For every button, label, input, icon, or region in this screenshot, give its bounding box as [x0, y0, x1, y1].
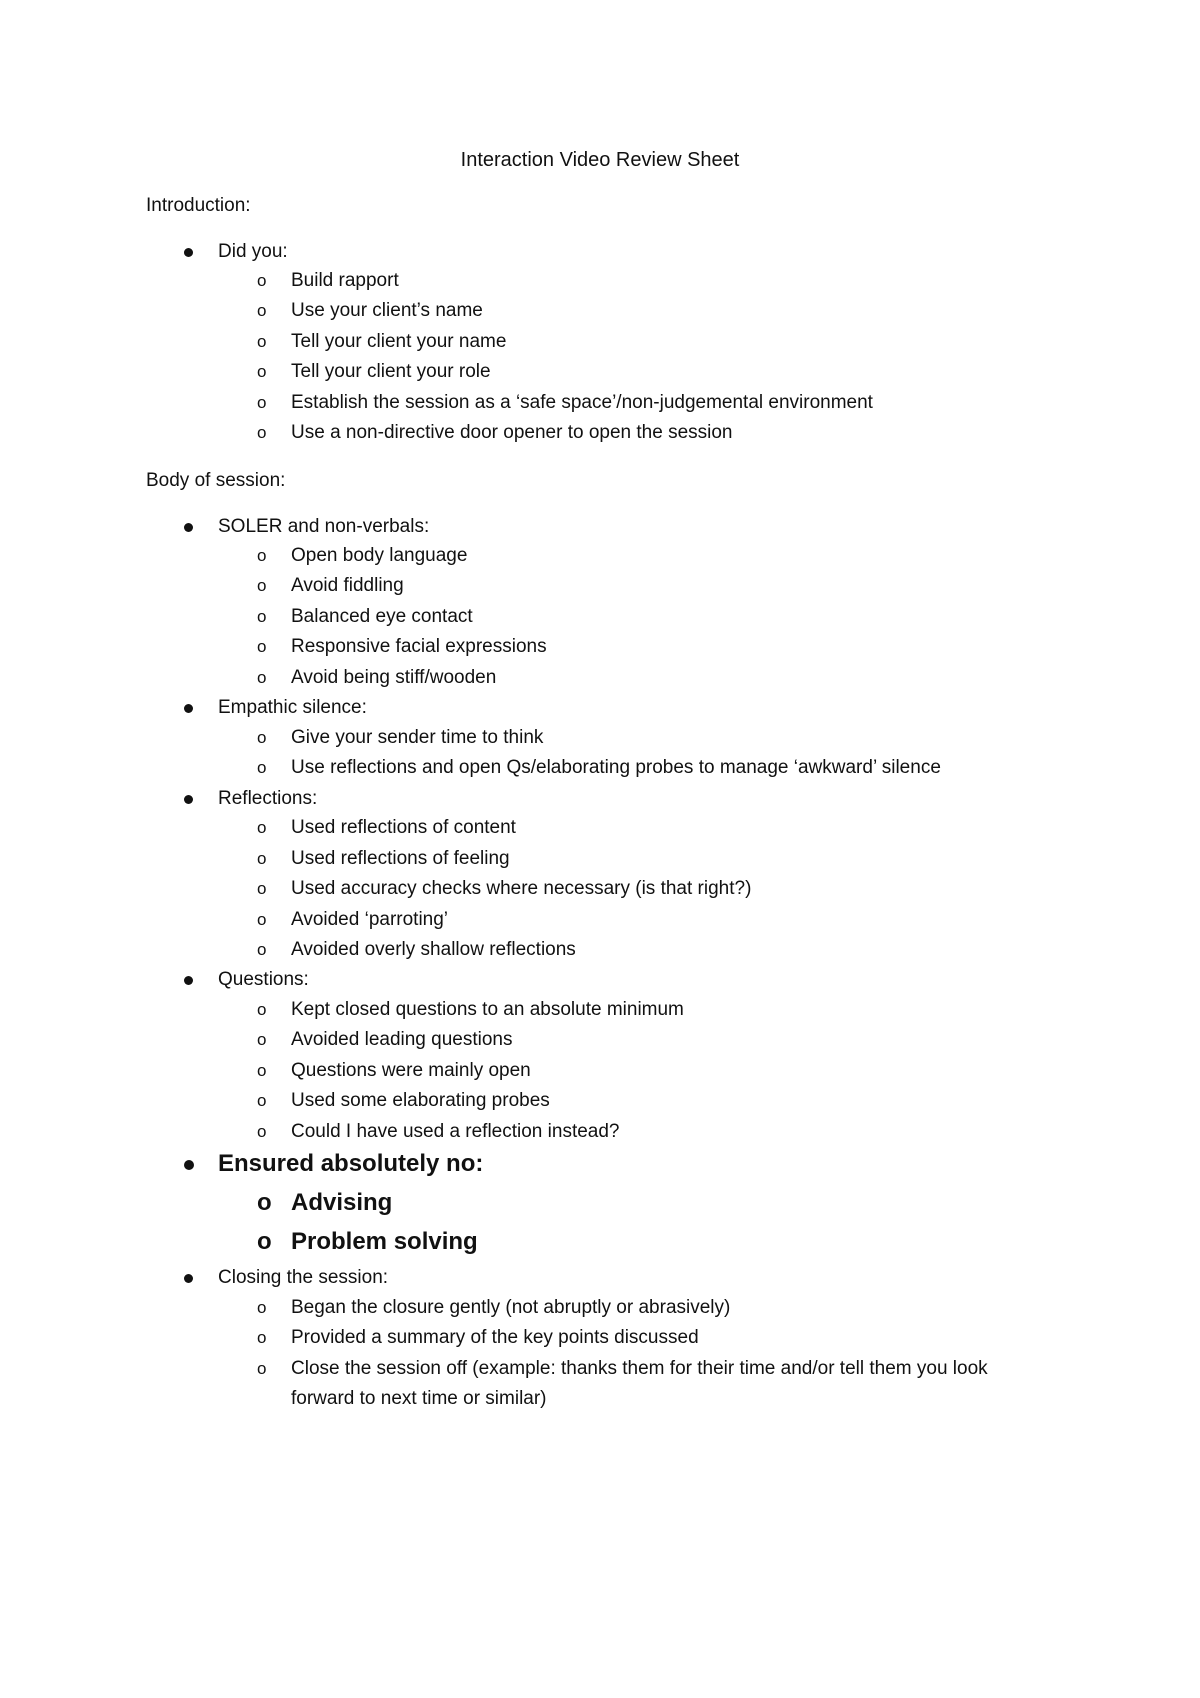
- bullet-marker: [184, 1274, 193, 1283]
- list-item-label: Questions:: [218, 969, 309, 990]
- bullet-marker: [184, 704, 193, 713]
- page-title: Interaction Video Review Sheet: [460, 149, 740, 171]
- sub-list-item-label: Avoid fiddling: [291, 575, 404, 596]
- sub-list-item-label: Establish the session as a ‘safe space’/non-judgemental environment: [291, 392, 873, 413]
- sub-bullet-marker: o: [257, 1061, 267, 1080]
- sub-list-item-label: Could I have used a reflection instead?: [291, 1121, 620, 1142]
- sub-list-item-label: Balanced eye contact: [291, 606, 473, 627]
- list-item-label: Empathic silence:: [218, 697, 367, 718]
- sub-bullet-marker: o: [257, 1228, 272, 1255]
- sub-bullet-marker: o: [257, 1091, 267, 1110]
- sub-bullet-marker: o: [257, 1000, 267, 1019]
- sub-bullet-marker: o: [257, 393, 267, 412]
- section-heading-introduction: Introduction:: [146, 195, 251, 216]
- sub-list-item-label: Avoid being stiff/wooden: [291, 667, 497, 688]
- sub-bullet-marker: o: [257, 879, 267, 898]
- sub-list-item-label: Began the closure gently (not abruptly or abrasively): [291, 1297, 731, 1318]
- sub-list-item-label: Provided a summary of the key points discussed: [291, 1327, 699, 1348]
- list-item-label: Ensured absolutely no:: [218, 1150, 484, 1177]
- bullet-marker: [184, 795, 193, 804]
- sub-bullet-marker: o: [257, 818, 267, 837]
- sub-bullet-marker: o: [257, 1359, 267, 1378]
- sub-list-item-label: Questions were mainly open: [291, 1060, 531, 1081]
- sub-list-item-label: Avoided ‘parroting’: [291, 909, 449, 930]
- sub-list-item-label: Tell your client your name: [291, 331, 507, 352]
- sub-list-item-label: Avoided overly shallow reflections: [291, 939, 576, 960]
- bullet-marker: [184, 248, 193, 257]
- sub-list-item-label: Problem solving: [291, 1228, 478, 1255]
- sub-list-item-label: Kept closed questions to an absolute minimum: [291, 999, 684, 1020]
- sub-bullet-marker: o: [257, 546, 267, 565]
- sub-list-item-label: Advising: [291, 1189, 393, 1216]
- sub-list-item-label: Used reflections of feeling: [291, 848, 510, 869]
- sub-list-item-label: Use your client’s name: [291, 300, 483, 321]
- list-item-label: Did you:: [218, 241, 288, 262]
- sub-bullet-marker: o: [257, 1298, 267, 1317]
- list-item-label: Reflections:: [218, 788, 318, 809]
- sub-list-item-label: Close the session off (example: thanks them for their time and/or tell them you look: [291, 1358, 988, 1379]
- sub-bullet-marker: o: [257, 940, 267, 959]
- sub-bullet-marker: o: [257, 849, 267, 868]
- sub-list-item-label: forward to next time or similar): [291, 1388, 547, 1409]
- sub-bullet-marker: o: [257, 301, 267, 320]
- sub-bullet-marker: o: [257, 1030, 267, 1049]
- sub-list-item-label: Use a non-directive door opener to open the session: [291, 422, 733, 443]
- sub-bullet-marker: o: [257, 728, 267, 747]
- sub-list-item-label: Build rapport: [291, 270, 399, 291]
- list-item-label: Closing the session:: [218, 1267, 389, 1288]
- sub-list-item-label: Used reflections of content: [291, 817, 516, 838]
- sub-bullet-marker: o: [257, 362, 267, 381]
- sub-bullet-marker: o: [257, 1328, 267, 1347]
- sub-bullet-marker: o: [257, 271, 267, 290]
- sub-bullet-marker: o: [257, 758, 267, 777]
- sub-bullet-marker: o: [257, 423, 267, 442]
- sub-list-item-label: Tell your client your role: [291, 361, 491, 382]
- sub-list-item-label: Open body language: [291, 545, 468, 566]
- sub-bullet-marker: o: [257, 637, 267, 656]
- section-heading-body-of-session: Body of session:: [146, 470, 286, 491]
- sub-bullet-marker: o: [257, 1189, 272, 1216]
- bullet-marker: [184, 1160, 194, 1170]
- sub-list-item-label: Use reflections and open Qs/elaborating probes to manage ‘awkward’ silence: [291, 757, 941, 778]
- sub-bullet-marker: o: [257, 332, 267, 351]
- sub-bullet-marker: o: [257, 668, 267, 687]
- sub-bullet-marker: o: [257, 607, 267, 626]
- sub-list-item-label: Responsive facial expressions: [291, 636, 547, 657]
- bullet-marker: [184, 523, 193, 532]
- sub-list-item-label: Used some elaborating probes: [291, 1090, 550, 1111]
- sub-bullet-marker: o: [257, 576, 267, 595]
- sub-bullet-marker: o: [257, 1122, 267, 1141]
- sub-list-item-label: Avoided leading questions: [291, 1029, 513, 1050]
- list-item-label: SOLER and non-verbals:: [218, 516, 430, 537]
- sub-bullet-marker: o: [257, 910, 267, 929]
- sub-list-item-label: Used accuracy checks where necessary (is that right?): [291, 878, 752, 899]
- sub-list-item-label: Give your sender time to think: [291, 727, 544, 748]
- bullet-marker: [184, 976, 193, 985]
